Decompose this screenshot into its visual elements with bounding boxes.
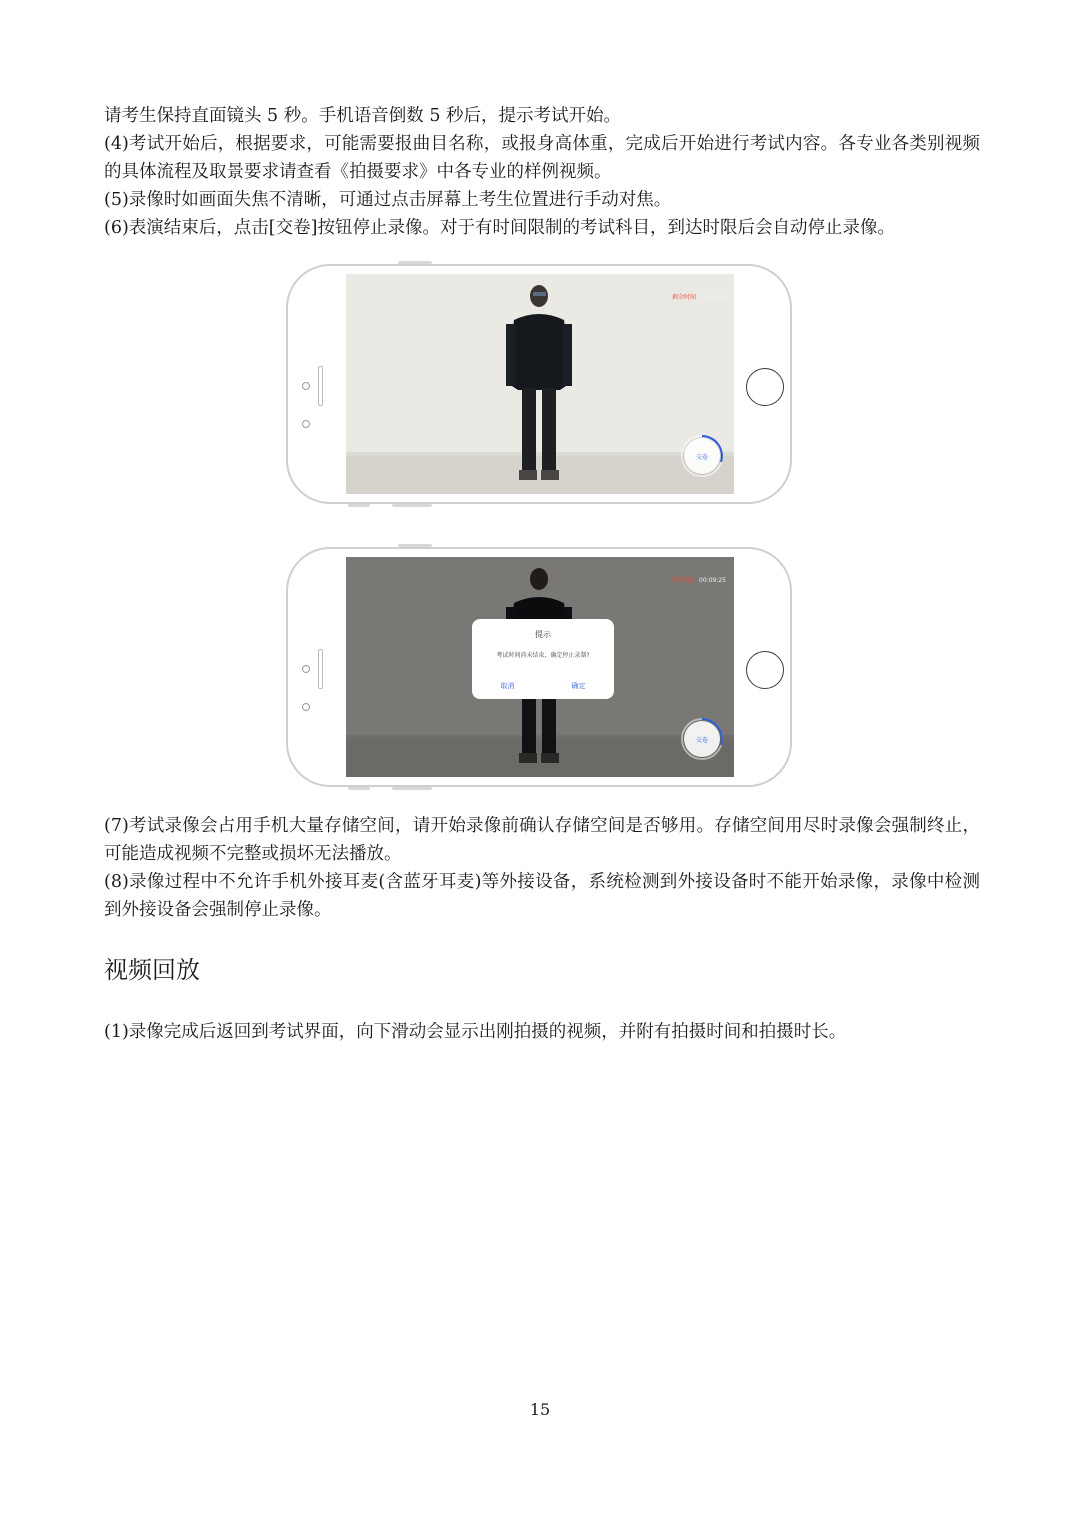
submit-button[interactable]: 交卷 [684,721,720,757]
recording-label: 剩余时间 [672,577,697,584]
recording-timer [672,292,726,301]
phone-side-button [348,504,370,507]
paragraph-step-8: (8)录像过程中不允许手机外接耳麦(含蓝牙耳麦)等外接设备，系统检测到外接设备时不能开始录像，录像中检测到外接设备会强制停止录像。 [104,872,980,920]
phone-sensor-dot [302,382,310,390]
submit-button[interactable]: 交卷 [684,438,720,474]
person-standing-image [346,274,734,494]
phone-sensor-dot [302,665,310,673]
paragraph-step-7: (7)考试录像会占用手机大量存储空间，请开始录像前确认存储空间是否够用。存储空间用尽时录像会强制终止，可能造成视频不完整或损坏无法播放。 [104,816,980,864]
phone-home-button [746,368,784,406]
page-number: 15 [529,1400,551,1419]
phone-sensor-dot [302,703,310,711]
dialog-buttons [472,681,614,691]
dialog-message: 考试时间尚未结束，确定停止录制? [496,652,590,659]
paragraph-step-6: (6)表演结束后，点击[交卷]按钮停止录像。对于有时间限制的考试科目，到达时限后会自动停止录像。 [104,218,895,238]
phone-speaker-slit [318,649,323,689]
phone-speaker-slit [318,366,323,406]
phone-side-button [392,504,432,507]
phone-mockup-confirm-dialog [286,547,792,787]
camera-preview [346,274,734,494]
cancel-button[interactable]: 取消 [500,682,515,690]
paragraph-playback-1: (1)录像完成后返回到考试界面，向下滑动会显示出刚拍摄的视频，并附有拍摄时间和拍摄时长。 [104,1022,847,1042]
recording-label: 剩余时间 [672,294,697,301]
camera-preview-dimmed [346,557,734,777]
paragraph-face-camera: 请考生保持直面镜头 5 秒。手机语音倒数 5 秒后，提示考试开始。 [104,106,622,126]
paragraph-step-4: (4)考试开始后，根据要求，可能需要报曲目名称，或报身高体重，完成后开始进行考试内容。各专业各类别视频的具体流程及取景要求请查看《拍摄要求》中各专业的样例视频。 [104,134,980,182]
phone-home-button [746,651,784,689]
confirm-stop-dialog [472,619,614,699]
recording-timer [672,575,726,584]
phone-side-button [398,261,432,264]
confirm-button[interactable]: 确定 [571,682,586,690]
recording-time: 00:00:25 [699,294,726,301]
recording-time: 00:09:25 [699,577,726,584]
phone-side-button [348,787,370,790]
phone-mockup-recording [286,264,792,504]
paragraph-step-5: (5)录像时如画面失焦不清晰，可通过点击屏幕上考生位置进行手动对焦。 [104,190,672,210]
phone-side-button [392,787,432,790]
phone-side-button [398,544,432,547]
phone-sensor-dot [302,420,310,428]
dialog-title: 提示 [535,630,551,639]
section-heading-playback: 视频回放 [104,956,200,984]
